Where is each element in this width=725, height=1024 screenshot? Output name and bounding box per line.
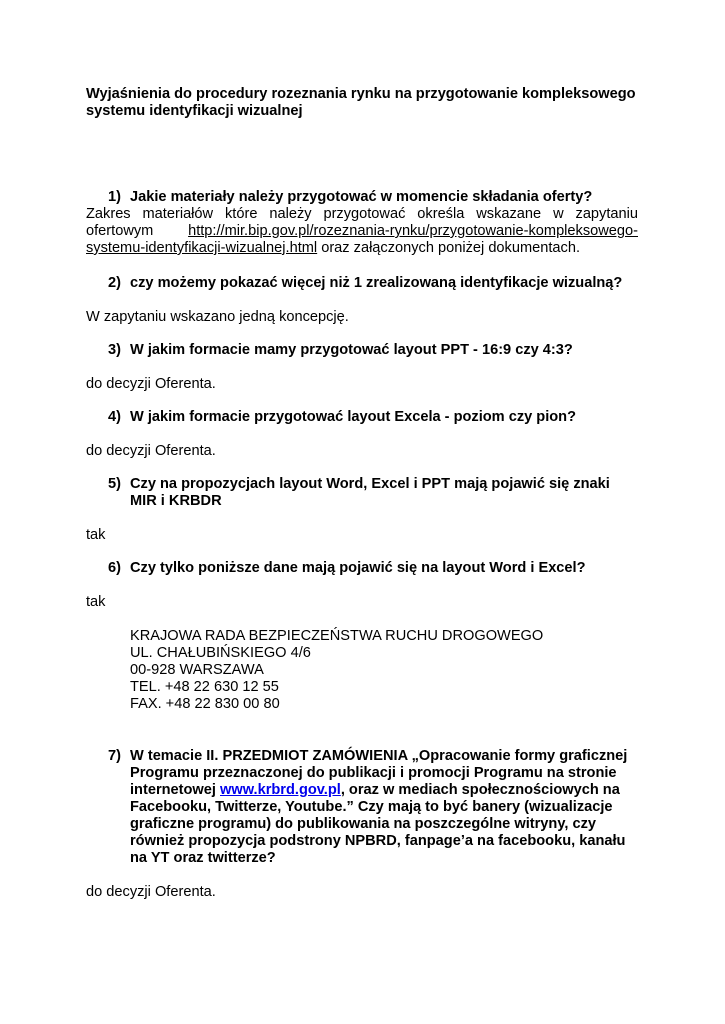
answer-7: do decyzji Oferenta.	[86, 884, 216, 900]
address-line-1: KRAJOWA RADA BEZPIECZEŃSTWA RUCHU DROGOWEGO	[130, 628, 544, 644]
question-text: W jakim formacie przygotować layout Excela - poziom czy pion?	[130, 409, 577, 425]
address-line-4: TEL. +48 22 630 12 55	[130, 679, 279, 695]
question-text-end: , oraz w mediach społecznościowych na Facebooku, Twitterze, Youtube.” Czy mają to być banery (wizualizacje graficzne programu) do publikowania na poszczególne witryny, czy również propozycja podstrony NPBRD, fanpage’a na facebooku, kanału na YT oraz twitterze?	[130, 782, 626, 866]
question-7	[86, 748, 638, 867]
question-text: czy możemy pokazać więcej niż 1 zrealizowaną identyfikacje wizualną?	[130, 275, 623, 291]
question-6	[86, 560, 638, 577]
krbrd-link[interactable]: www.krbrd.gov.pl	[220, 782, 341, 798]
question-text: Czy tylko poniższe dane mają pojawić się na layout Word i Excel?	[130, 560, 586, 576]
address-line-5: FAX. +48 22 830 00 80	[130, 696, 280, 712]
address-line-2: UL. CHAŁUBIŃSKIEGO 4/6	[130, 645, 311, 661]
answer-5: tak	[86, 527, 106, 543]
question-text: Jakie materiały należy przygotować w momencie składania oferty?	[130, 189, 593, 205]
question-3	[86, 342, 638, 359]
question-number: 2)	[108, 275, 121, 291]
bip-link[interactable]: http://mir.bip.gov.pl/rozeznania-rynku/przygotowanie-kompleksowego-systemu-identyfikacji-wizualnej.html	[86, 223, 638, 256]
document-title	[86, 86, 638, 120]
question-number: 1)	[108, 189, 121, 205]
answer-1	[86, 206, 638, 257]
answer-6: tak	[86, 594, 106, 610]
question-number: 7)	[108, 748, 121, 764]
answer-2: W zapytaniu wskazano jedną koncepcję.	[86, 309, 349, 325]
answer-4: do decyzji Oferenta.	[86, 443, 216, 459]
title-line-1: Wyjaśnienia do procedury rozeznania rynku na przygotowanie kompleksowego	[86, 86, 636, 102]
question-4	[86, 409, 638, 426]
question-number: 3)	[108, 342, 121, 358]
question-text: W temacie II. PRZEDMIOT ZAMÓWIENIA „Opracowanie formy graficznej Programu przeznaczonej do publikacji i promocji Programu na stronie internetowej	[130, 748, 628, 798]
question-number: 5)	[108, 476, 121, 492]
question-2	[86, 275, 638, 292]
question-1	[86, 189, 638, 206]
question-number: 6)	[108, 560, 121, 576]
answer-text: Zakres materiałów które należy przygotować określa wskazane w zapytaniu ofertowym	[86, 206, 638, 239]
question-5	[86, 476, 638, 510]
question-number: 4)	[108, 409, 121, 425]
address-line-3: 00-928 WARSZAWA	[130, 662, 264, 678]
answer-3: do decyzji Oferenta.	[86, 376, 216, 392]
address-block	[86, 628, 638, 713]
question-text: W jakim formacie mamy przygotować layout PPT - 16:9 czy 4:3?	[130, 342, 573, 358]
title-line-2: systemu identyfikacji wizualnej	[86, 103, 303, 119]
answer-text-end: oraz załączonych poniżej dokumentach.	[317, 240, 580, 256]
question-text: Czy na propozycjach layout Word, Excel i PPT mają pojawić się znaki MIR i KRBDR	[130, 476, 610, 509]
document-page	[86, 86, 638, 901]
